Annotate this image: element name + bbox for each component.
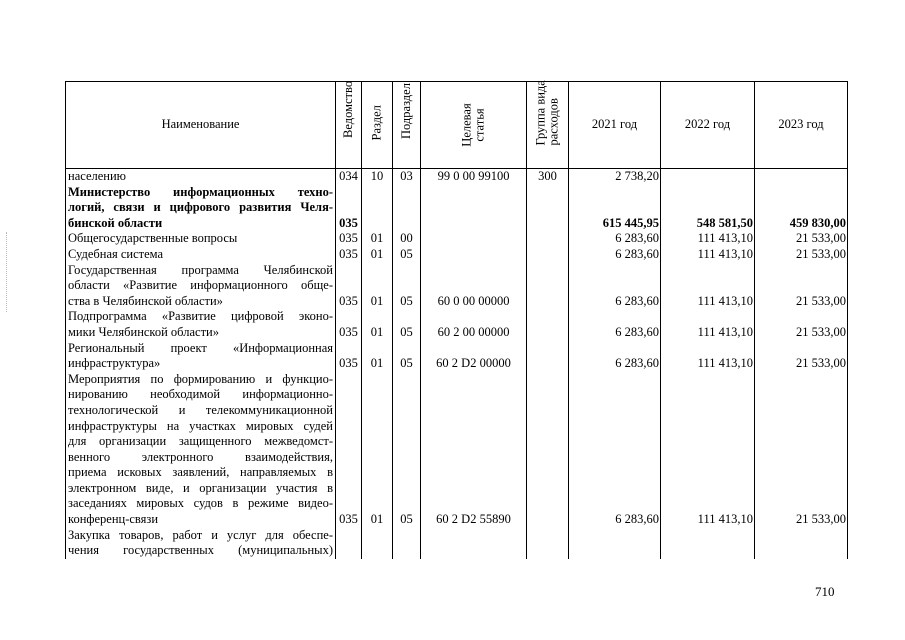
cell-2022: 111 413,10 <box>661 341 755 372</box>
row-name-line: Судебная система <box>68 246 164 261</box>
cell-2023: 459 830,00 <box>755 185 848 232</box>
cell-celevaya-statya: 60 2 00 00000 <box>421 309 527 340</box>
cell-razdel <box>362 185 393 232</box>
cell-2022: 111 413,10 <box>661 372 755 528</box>
cell-razdel: 01 <box>362 372 393 528</box>
cell-vedomstvo: 035 <box>336 341 362 372</box>
row-name-line: Закупка товаров, работ и услуг для обеспе- <box>68 527 333 542</box>
row-name <box>66 231 336 247</box>
cell-razdel: 10 <box>362 169 393 185</box>
cell-gruppa <box>527 231 569 247</box>
cell-celevaya-statya <box>421 247 527 263</box>
table-row <box>66 309 848 340</box>
cell-2022: 111 413,10 <box>661 247 755 263</box>
cell-razdel: 01 <box>362 263 393 310</box>
cell-2021: 615 445,95 <box>569 185 661 232</box>
cell-2022: 111 413,10 <box>661 309 755 340</box>
cell-vedomstvo <box>336 528 362 559</box>
cell-podrazdel: 05 <box>393 309 421 340</box>
cell-podrazdel: 05 <box>393 341 421 372</box>
cell-podrazdel: 05 <box>393 372 421 528</box>
table-row <box>66 263 848 310</box>
cell-podrazdel: 03 <box>393 169 421 185</box>
row-name-line: Региональный проект «Информационная <box>68 340 333 355</box>
cell-gruppa <box>527 341 569 372</box>
cell-2022: 111 413,10 <box>661 231 755 247</box>
row-name-line: Министерство информационных техно- <box>68 184 333 199</box>
row-name-line: заседаниях мировых судов в режиме видео- <box>68 496 333 511</box>
cell-celevaya-statya: 99 0 00 99100 <box>421 169 527 185</box>
row-name-line: венного электронного взаимодействия, <box>68 449 333 464</box>
cell-vedomstvo: 034 <box>336 169 362 185</box>
row-name-line: для организации защищенного межведомст- <box>68 434 333 449</box>
table-row <box>66 341 848 372</box>
row-name <box>66 185 336 232</box>
cell-2021: 6 283,60 <box>569 263 661 310</box>
cell-2023: 21 533,00 <box>755 263 848 310</box>
table-row <box>66 247 848 263</box>
cell-celevaya-statya: 60 2 D2 00000 <box>421 341 527 372</box>
cell-2021: 6 283,60 <box>569 372 661 528</box>
cell-gruppa <box>527 247 569 263</box>
cell-podrazdel: 00 <box>393 231 421 247</box>
cell-2022: 111 413,10 <box>661 263 755 310</box>
row-name-line: Подпрограмма «Развитие цифровой эконо- <box>68 309 333 324</box>
cell-gruppa <box>527 309 569 340</box>
cell-razdel: 01 <box>362 231 393 247</box>
cell-vedomstvo: 035 <box>336 309 362 340</box>
table-row <box>66 528 848 559</box>
row-name-line: мики Челябинской области» <box>68 324 219 339</box>
row-name <box>66 169 336 185</box>
cell-vedomstvo: 035 <box>336 263 362 310</box>
cell-razdel: 01 <box>362 341 393 372</box>
cell-celevaya-statya <box>421 185 527 232</box>
row-name-line: Общегосударственные вопросы <box>68 231 238 246</box>
cell-2023: 21 533,00 <box>755 309 848 340</box>
table-row <box>66 185 848 232</box>
cell-2021: 6 283,60 <box>569 341 661 372</box>
row-name-line: конференц-связи <box>68 512 159 527</box>
header-2022: 2022 год <box>661 82 755 169</box>
cell-gruppa: 300 <box>527 169 569 185</box>
page-number: 710 <box>815 584 835 599</box>
row-name-line: области «Развитие информационного обще- <box>68 278 333 293</box>
header-gruppa-vida-raskhodov: Группа вида расходов <box>527 82 569 169</box>
scan-margin-artifact <box>6 232 8 312</box>
row-name-line: электронном виде, и организации участия в <box>68 480 333 495</box>
row-name-line: инфраструктуры на участках мировых судей <box>68 418 333 433</box>
header-name: Наименование <box>66 82 336 169</box>
row-name-line: приема исковых заявлений, направляемых в <box>68 465 333 480</box>
cell-podrazdel: 05 <box>393 247 421 263</box>
cell-vedomstvo: 035 <box>336 372 362 528</box>
header-podrazdel: Подраздел <box>393 82 421 169</box>
cell-2023: 21 533,00 <box>755 341 848 372</box>
cell-gruppa <box>527 372 569 528</box>
row-name <box>66 528 336 559</box>
header-2021: 2021 год <box>569 82 661 169</box>
table-row <box>66 231 848 247</box>
table-row <box>66 372 848 528</box>
cell-2021 <box>569 528 661 559</box>
row-name-line: Мероприятия по формированию и функцио- <box>68 371 333 386</box>
cell-2023 <box>755 528 848 559</box>
cell-vedomstvo: 035 <box>336 231 362 247</box>
cell-2023: 21 533,00 <box>755 372 848 528</box>
row-name-line: чения государственных (муниципальных) <box>68 543 333 558</box>
cell-2021: 6 283,60 <box>569 247 661 263</box>
cell-gruppa <box>527 263 569 310</box>
cell-2022 <box>661 169 755 185</box>
cell-podrazdel: 05 <box>393 263 421 310</box>
cell-gruppa <box>527 528 569 559</box>
cell-razdel: 01 <box>362 247 393 263</box>
cell-2022: 548 581,50 <box>661 185 755 232</box>
header-celevaya-statya: Целевая статья <box>421 82 527 169</box>
cell-vedomstvo: 035 <box>336 247 362 263</box>
row-name-line: логий, связи и цифрового развития Челя- <box>68 200 333 215</box>
cell-celevaya-statya: 60 2 D2 55890 <box>421 372 527 528</box>
cell-celevaya-statya <box>421 231 527 247</box>
cell-podrazdel <box>393 185 421 232</box>
cell-celevaya-statya: 60 0 00 00000 <box>421 263 527 310</box>
cell-gruppa <box>527 185 569 232</box>
row-name-line: инфраструктура» <box>68 356 161 371</box>
cell-2023: 21 533,00 <box>755 247 848 263</box>
table-row <box>66 169 848 185</box>
row-name <box>66 263 336 310</box>
cell-podrazdel <box>393 528 421 559</box>
row-name <box>66 309 336 340</box>
row-name-line: населению <box>68 169 126 183</box>
row-name <box>66 247 336 263</box>
row-name <box>66 372 336 528</box>
cell-2023 <box>755 169 848 185</box>
cell-celevaya-statya <box>421 528 527 559</box>
row-name-line: Государственная программа Челябинской <box>68 262 333 277</box>
table-header-row <box>66 82 848 169</box>
cell-vedomstvo: 035 <box>336 185 362 232</box>
table-body <box>66 169 848 559</box>
cell-2023: 21 533,00 <box>755 231 848 247</box>
header-2023: 2023 год <box>755 82 848 169</box>
cell-2021: 6 283,60 <box>569 309 661 340</box>
header-razdel: Раздел <box>362 82 393 169</box>
budget-table <box>65 81 848 559</box>
row-name-line: нированию необходимой информационно- <box>68 387 333 402</box>
cell-razdel: 01 <box>362 309 393 340</box>
cell-2022 <box>661 528 755 559</box>
header-vedomstvo: Ведомство <box>336 82 362 169</box>
cell-razdel <box>362 528 393 559</box>
row-name <box>66 341 336 372</box>
cell-2021: 2 738,20 <box>569 169 661 185</box>
cell-2021: 6 283,60 <box>569 231 661 247</box>
row-name-line: ства в Челябинской области» <box>68 293 223 308</box>
row-name-line: бинской области <box>68 215 163 230</box>
row-name-line: технологической и телекоммуникационной <box>68 402 333 417</box>
